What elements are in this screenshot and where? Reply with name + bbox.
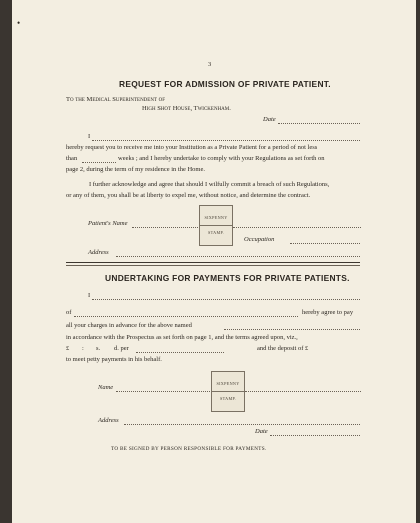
applicant-name-field[interactable] [92,140,360,141]
accordance-line: in accordance with the Prospectus as set forth on page 1, and the terms agreed upon, viz., [66,334,298,341]
fee-pound-label: £ [66,345,70,352]
fee-period-field[interactable] [136,352,224,353]
payer-stamp-label-bottom: STAMP. [219,396,236,401]
of-label: of [66,309,72,316]
section-divider [66,262,360,263]
margin-dot: • [17,18,21,28]
address-label: Address [88,249,109,256]
petty-line: to meet petty payments in his behalf. [66,356,162,363]
para1-line3: page 2, during the term of my residence in the Home. [66,166,205,173]
named-patient-field[interactable] [224,329,360,330]
payer-address-label: Address [98,417,119,424]
footer-instruction: TO BE SIGNED BY PERSON RESPONSIBLE FOR PAYMENTS. [111,446,267,452]
payer-stamp-box [211,371,245,412]
occupation-field[interactable] [290,243,360,244]
page-number: 3 [208,61,212,68]
payer-date-field[interactable] [270,435,360,436]
stamp-label-bottom: STAMP. [207,230,224,235]
payer-date-label: Date [255,428,268,435]
fee-colon-label: : [82,345,84,352]
fee-pence-label: d. per [114,345,129,352]
agree-label: hereby agree to pay [302,309,354,316]
date-label: Date [263,116,276,123]
deposit-label: and the deposit of £ [257,345,309,352]
to-line: To the Medical Superintendent of [66,96,166,103]
date-field[interactable] [278,123,360,124]
occupation-label: Occupation [244,236,275,243]
stamp-label-top: SIXPENNY [204,215,228,220]
payer-of-field[interactable] [74,316,298,317]
patient-name-label: Patient's Name [88,220,128,227]
form-page [12,0,416,523]
para2-line1: I further acknowledge and agree that should I wilfully commit a breach of such Regulations, [89,181,330,188]
payer-sign-name-label: Name [98,384,114,391]
fee-shillings-label: s. [96,345,101,352]
sixpenny-stamp-box [199,205,233,246]
payer-signature-field[interactable] [245,391,361,392]
payer-address-field[interactable] [124,424,360,425]
payer-sign-name-field[interactable] [116,391,210,392]
payer-stamp-label-top: SIXPENNY [216,381,240,386]
payer-name-field[interactable] [92,299,360,300]
patient-signature-field[interactable] [233,227,361,228]
payer-i-label: I [88,292,91,299]
address-line: High Shot House, Twickenham. [142,105,231,112]
para1-line2b: weeks ; and I hereby undertake to comply with your Regulations as set forth on [118,155,325,162]
payments-heading: UNDERTAKING FOR PAYMENTS FOR PRIVATE PATIENTS. [105,273,350,283]
para1-line2a: than [66,155,78,162]
para1-line1: hereby request you to receive me into your Institution as a Private Patient for a period of not less [66,144,318,151]
section-divider-secondary [66,265,360,266]
charges-line: all your charges in advance for the above named [66,322,192,329]
para2-line2: or any of them, you shall be at liberty to expel me, without notice, and determine the contract. [66,192,311,199]
admission-heading: REQUEST FOR ADMISSION OF PRIVATE PATIENT. [119,79,331,89]
address-field[interactable] [116,256,360,257]
patient-name-field[interactable] [132,227,198,228]
weeks-field[interactable] [82,162,116,163]
i-label: I [88,133,91,140]
